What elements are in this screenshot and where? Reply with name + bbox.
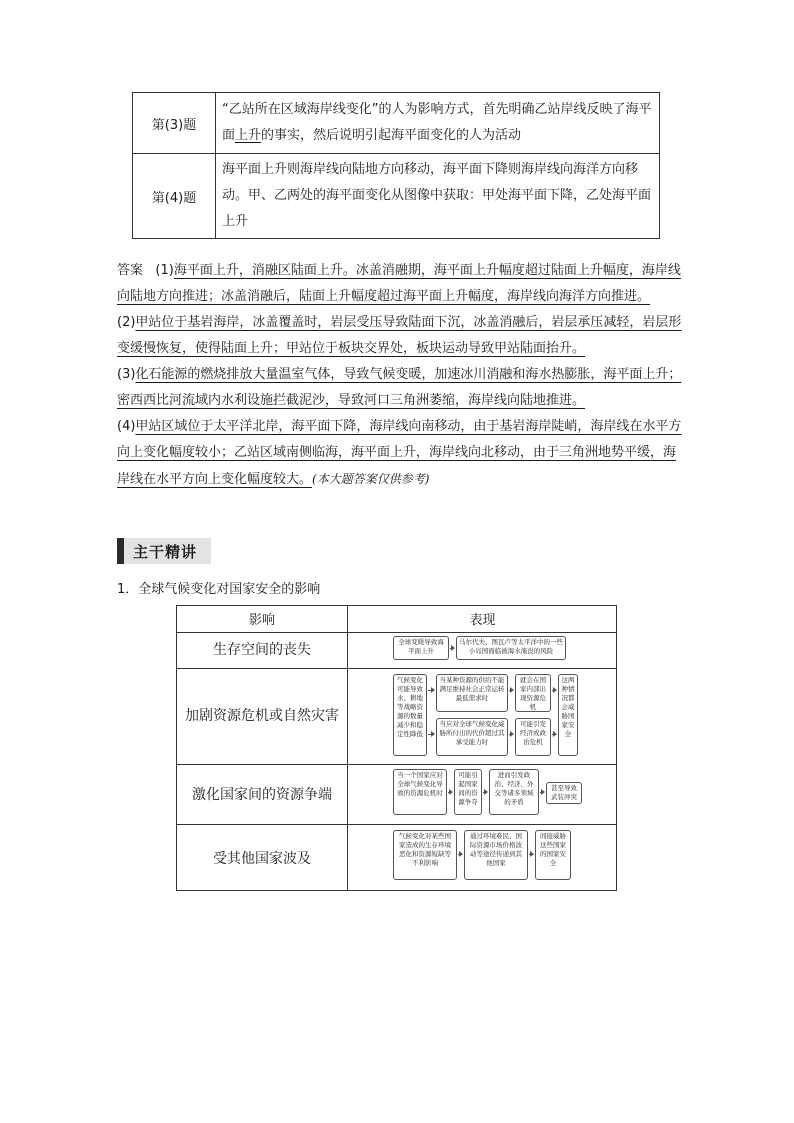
flow-arrow [428, 690, 434, 691]
table-row [133, 154, 660, 239]
flow-box: 这两种情况都会威胁国家安全 [558, 674, 578, 756]
row-divider [177, 764, 616, 765]
flow-arrow [450, 648, 454, 649]
row-label-resource-crisis: 加剧资源危机或自然灾害 [185, 708, 339, 724]
question-analysis-table [132, 92, 660, 239]
row-divider [177, 824, 616, 825]
flow-box: 可能引发经济或政治危机 [515, 718, 551, 756]
column-divider [347, 606, 348, 890]
question-analysis-text: 海平面上升则海岸线向陆地方向移动，海平面下降则海岸线向海洋方向移动。甲、乙两处的海平面变化从图像中获取：甲处海平面下降，乙处海平面上升 [216, 154, 660, 239]
flow-box: 当某种资源的供给不能满足维持社会正常运转最低需求时 [436, 674, 508, 712]
flow-box: 当一个国家应对全球气候变化导致的资源危机时 [393, 769, 447, 815]
flow-box: 可能引起国家间的资源争夺 [454, 769, 482, 815]
section-banner [117, 538, 211, 564]
flow-box: 气候变化对某些国家造成的生存环境恶化和资源短缺等不利影响 [393, 830, 457, 880]
impact-table [176, 605, 617, 891]
header-performance: 表现 [469, 613, 496, 628]
answer-note: (本大题答案仅供参考) [312, 472, 430, 486]
flow-box: 当应对全球气候变化威胁所付出的代价超过其承受能力时 [436, 718, 508, 756]
answer-prefix: 答案 [117, 263, 144, 278]
flow-arrow [529, 854, 533, 855]
answer-3: (3)化石能源的燃烧排放大量温室气体，导致气候变暖，加速冰川消融和海水热膨胀，海平面上升；密西西比河流域内水利设施拦截泥沙，导致河口三角洲萎缩，海岸线向陆地推进。 [117, 367, 682, 408]
flow-arrow [448, 792, 452, 793]
row-divider [177, 632, 616, 633]
flow-box: 甚至导致武装冲突 [546, 782, 582, 804]
row-label-resource-dispute: 激化国家间的资源争端 [192, 787, 332, 803]
row-label-spillover: 受其他国家波及 [213, 851, 311, 867]
flow-arrow [428, 734, 434, 735]
underlined-keyword: 上升 [235, 128, 262, 143]
flow-box: 进而引发政治、经济、外交等诸多领域的矛盾 [489, 769, 539, 815]
answer-1: 答案 (1)海平面上升，消融区陆面上升。冰盖消融期，海平面上升幅度超过陆面上升幅度，海岸线向陆地方向推进；冰盖消融后，陆面上升幅度超过海平面上升幅度，海岸线向海洋方向推进。 [117, 263, 681, 304]
answer-2: (2)甲站位于基岩海岸，冰盖覆盖时，岩层受压导致陆面下沉，冰盖消融后，岩层承压减轻，岩层形变缓慢恢复，使得陆面上升；甲站位于板块交界处，板块运动导致甲站陆面抬升。 [117, 315, 682, 356]
header-impact: 影响 [248, 613, 275, 628]
flow-arrow [458, 854, 462, 855]
flow-box: 就会在国家内部出现资源危机 [515, 674, 551, 712]
table-row [133, 93, 660, 154]
banner-accent-bar [117, 538, 124, 564]
flow-box: 气候变化可能导致水、耕地等战略资源的数量减少和稳定性降低 [393, 674, 427, 756]
question-label: 第(3)题 [133, 93, 216, 154]
question-label: 第(4)题 [133, 154, 216, 239]
answer-section [117, 258, 682, 493]
flow-arrow [509, 690, 513, 691]
row-divider [177, 668, 616, 669]
section-title: 主干精讲 [133, 543, 198, 561]
flow-arrow [483, 792, 487, 793]
row-label-living-space: 生存空间的丧失 [213, 642, 311, 658]
flow-box: 间接威胁这些国家的国家安全 [535, 830, 571, 880]
flow-box: 全球变暖导致海平面上升 [393, 636, 449, 660]
question-analysis-text: “乙站所在区域海岸线变化”的人为影响方式，首先明确乙站岸线反映了海平面上升的事实，然后说明引起海平面变化的人为活动 [216, 93, 660, 154]
flow-box: 通过环境难民、国际资源市场价格波动等途径传递到其他国家 [464, 830, 528, 880]
flow-arrow [540, 792, 544, 793]
answer-4: (4)甲站区域位于太平洋北岸，海平面下降，海岸线向南移动，由于基岩海岸陡峭，海岸线在水平方向上变化幅度较小；乙站区域南侧临海，海平面上升，海岸线向北移动，由于三角洲地势平缓，海岸线在水平方向上变化幅度较大。(本大题答案仅供参考) [117, 419, 682, 487]
flow-arrow [552, 734, 556, 735]
flow-box: 马尔代夫、图瓦卢等太平洋中的一些小岛国面临被海水淹没的风险 [456, 636, 566, 660]
subsection-title: 1．全球气候变化对国家安全的影响 [117, 582, 321, 597]
flow-arrow [552, 690, 556, 691]
flow-arrow [509, 734, 513, 735]
